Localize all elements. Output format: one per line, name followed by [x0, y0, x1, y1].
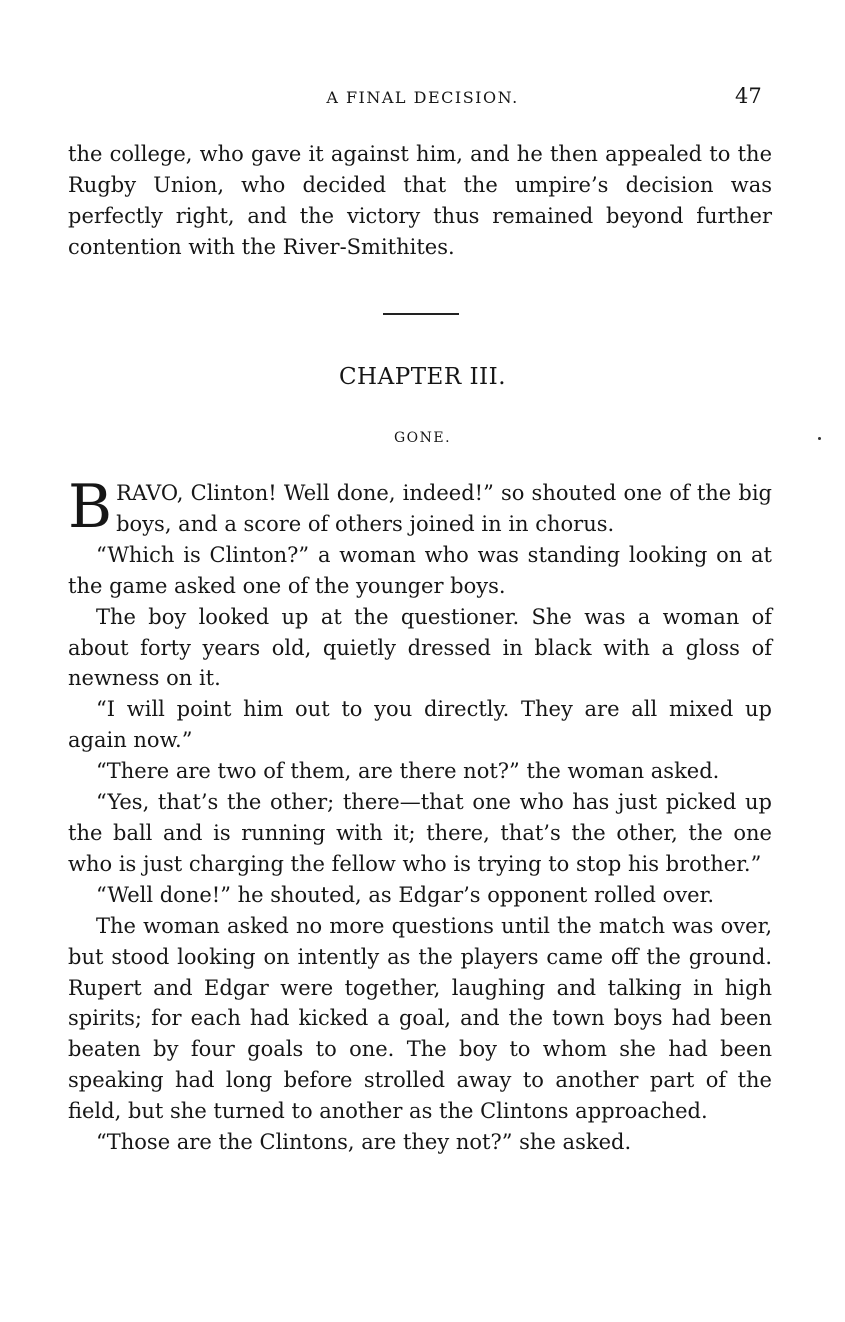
- paragraph: The boy looked up at the questioner. She was a woman of about forty years old, quietly dressed in black with a gloss of newness on it.: [68, 604, 772, 691]
- paragraph: “There are two of them, are there not?” the woman asked.: [96, 759, 720, 784]
- running-head: A FINAL DECISION.: [326, 88, 519, 107]
- first-paragraph-text: RAVO, Clinton! Well done, indeed!” so shouted one of the big boys, and a score of others joined in in chorus.: [116, 481, 772, 536]
- paragraph: “Which is Clinton?” a woman who was standing looking on at the game asked one of the younger boys.: [68, 542, 772, 598]
- paragraph: “Well done!” he shouted, as Edgar’s opponent rolled over.: [96, 882, 715, 907]
- paragraph: The woman asked no more questions until the match was over, but stood looking on intently as the players came off the ground. Rupert and Edgar were together, laughing and talking in high spirits; for each had kicked a goal, and the town boys had been beaten by four goals to one. The boy to whom she had been speaking had long before strolled away to another part of the field, but she turned to another as the Clintons approached.: [68, 913, 772, 1124]
- opening-paragraph: the college, who gave it against him, and he then appealed to the Rugby Union, who decided that the umpire’s decision was perfectly right, and the victory thus remained beyond further contention with the River-Smithites.: [68, 142, 772, 259]
- print-speck: [818, 437, 821, 440]
- opening-paragraph-block: [68, 139, 772, 263]
- drop-cap: B: [68, 472, 113, 542]
- first-paragraph: [68, 472, 772, 542]
- paragraph: “I will point him out to you directly. They are all mixed up again now.”: [68, 697, 772, 753]
- chapter-text: [68, 472, 772, 1158]
- paragraph: “Those are the Clintons, are they not?” she asked.: [96, 1130, 632, 1155]
- page-number: 47: [735, 84, 762, 108]
- paragraph: “Yes, that’s the other; there—that one who has just picked up the ball and is running with it; there, that’s the other, the one who is just charging the fellow who is trying to stop his brother.”: [68, 790, 772, 876]
- section-divider: [383, 313, 459, 315]
- chapter-title: CHAPTER III.: [338, 364, 507, 390]
- chapter-subtitle: GONE.: [393, 430, 452, 446]
